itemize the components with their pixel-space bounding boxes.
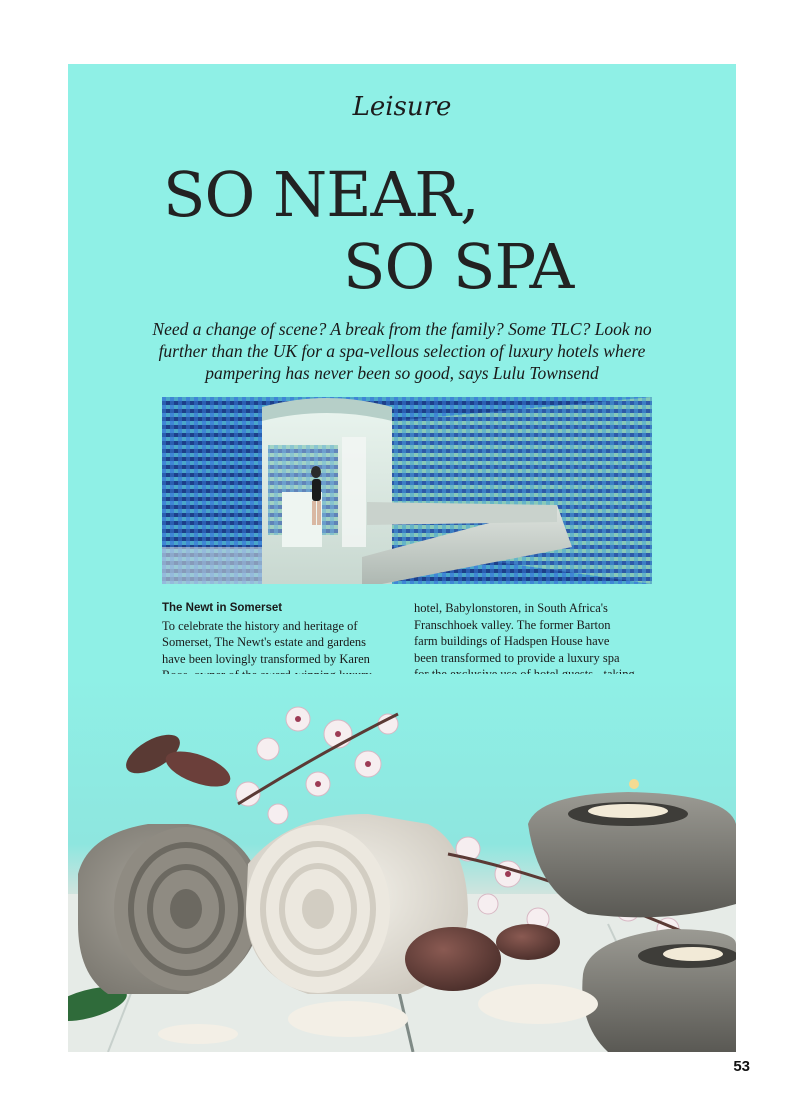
caption-title: The Newt in Somerset <box>162 602 283 614</box>
standfirst: Need a change of scene? A break from the family? Some TLC? Look no further than the UK for a spa-vellous selection of luxury hotels where pampering has never been so good, says Lulu Townsend <box>152 319 652 383</box>
article-column-2-text: hotel, Babylonstoren, in South Africa's Franschhoek valley. The former Barton farm buildings of Hadspen House have been transformed to provide a luxury spa <box>414 601 620 665</box>
page-number: 53 <box>733 1058 750 1075</box>
article-column-1 <box>162 600 384 684</box>
article-column-1-text: To celebrate the history and heritage of Somerset, The Newt's estate and gardens have been lovingly transformed by Karen <box>162 618 370 666</box>
headline-line-1: SO NEAR, <box>163 158 479 231</box>
section-label: Leisure <box>352 92 452 122</box>
magazine-panel <box>68 64 736 1052</box>
spa-towels-photo <box>68 674 736 1052</box>
headline-line-2: SO SPA <box>343 230 574 303</box>
hero-photo-steam-room <box>162 397 652 584</box>
